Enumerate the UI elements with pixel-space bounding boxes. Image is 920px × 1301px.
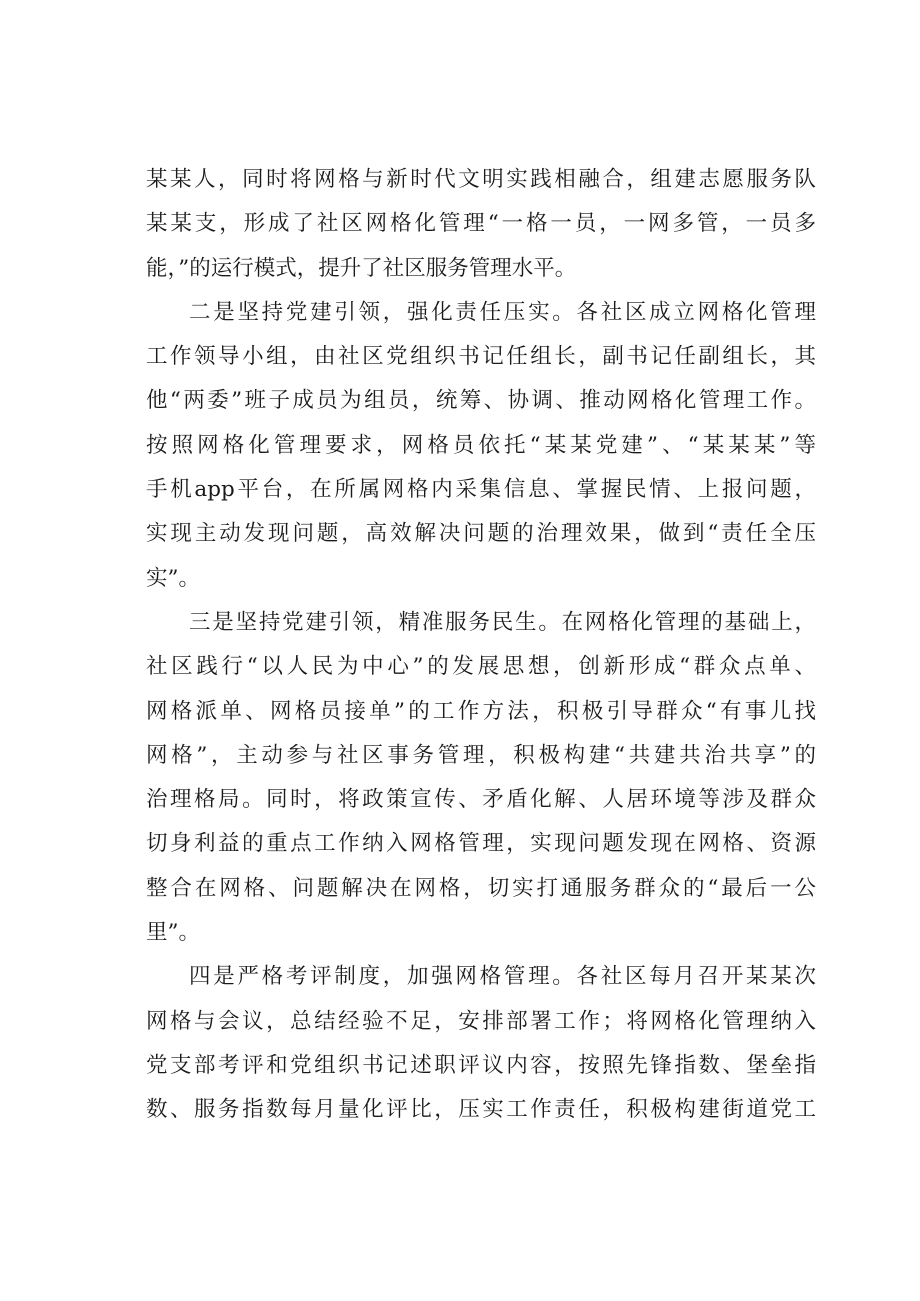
text-line: 能，”的运行模式，提升了社区服务管理水平。 [146,255,577,281]
text-line: 网格”，主动参与社区事务管理，积极构建“共建共治共享”的 [146,742,816,768]
text-line: 实现主动发现问题，高效解决问题的治理效果，做到“责任全压 [146,521,816,547]
text-line: 社区践行“以人民为中心”的发展思想，创新形成“群众点单、 [146,654,816,680]
text-line: 他“两委”班子成员为组员，统筹、协调、推动网格化管理工作。 [146,388,816,414]
text-line: 整合在网格、问题解决在网格，切实打通服务群众的“最后一公 [146,875,816,901]
text-line: 手机app平台，在所属网格内采集信息、掌握民情、上报问题， [146,477,816,503]
text-line: 某某支，形成了社区网格化管理“一格一员，一网多管，一员多 [146,211,816,237]
text-line: 实”。 [146,565,200,591]
text-line: 党支部考评和党组织书记述职评议内容，按照先锋指数、堡垒指 [146,1052,816,1078]
text-line: 网格派单、网格员接单”的工作方法，积极引导群众“有事儿找 [146,698,816,724]
text-line: 网格与会议，总结经验不足，安排部署工作；将网格化管理纳入 [146,1008,816,1034]
text-line: 四是严格考评制度，加强网格管理。各社区每月召开某某次 [189,964,816,990]
text-line: 二是坚持党建引领，强化责任压实。各社区成立网格化管理 [189,299,816,325]
text-line: 三是坚持党建引领，精准服务民生。在网格化管理的基础上， [189,609,816,635]
text-line: 里”。 [146,920,200,946]
text-line: 数、服务指数每月量化评比，压实工作责任，积极构建街道党工 [146,1097,816,1123]
body-text [146,158,816,1133]
text-line: 工作领导小组，由社区党组织书记任组长，副书记任副组长，其 [146,344,816,370]
text-line: 某某人，同时将网格与新时代文明实践相融合，组建志愿服务队 [146,167,816,192]
text-line: 切身利益的重点工作纳入网格管理，实现问题发现在网格、资源 [146,831,816,857]
text-line: 按照网格化管理要求，网格员依托“某某党建”、“某某某”等 [146,432,816,458]
text-line: 治理格局。同时，将政策宣传、矛盾化解、人居环境等涉及群众 [146,787,816,813]
